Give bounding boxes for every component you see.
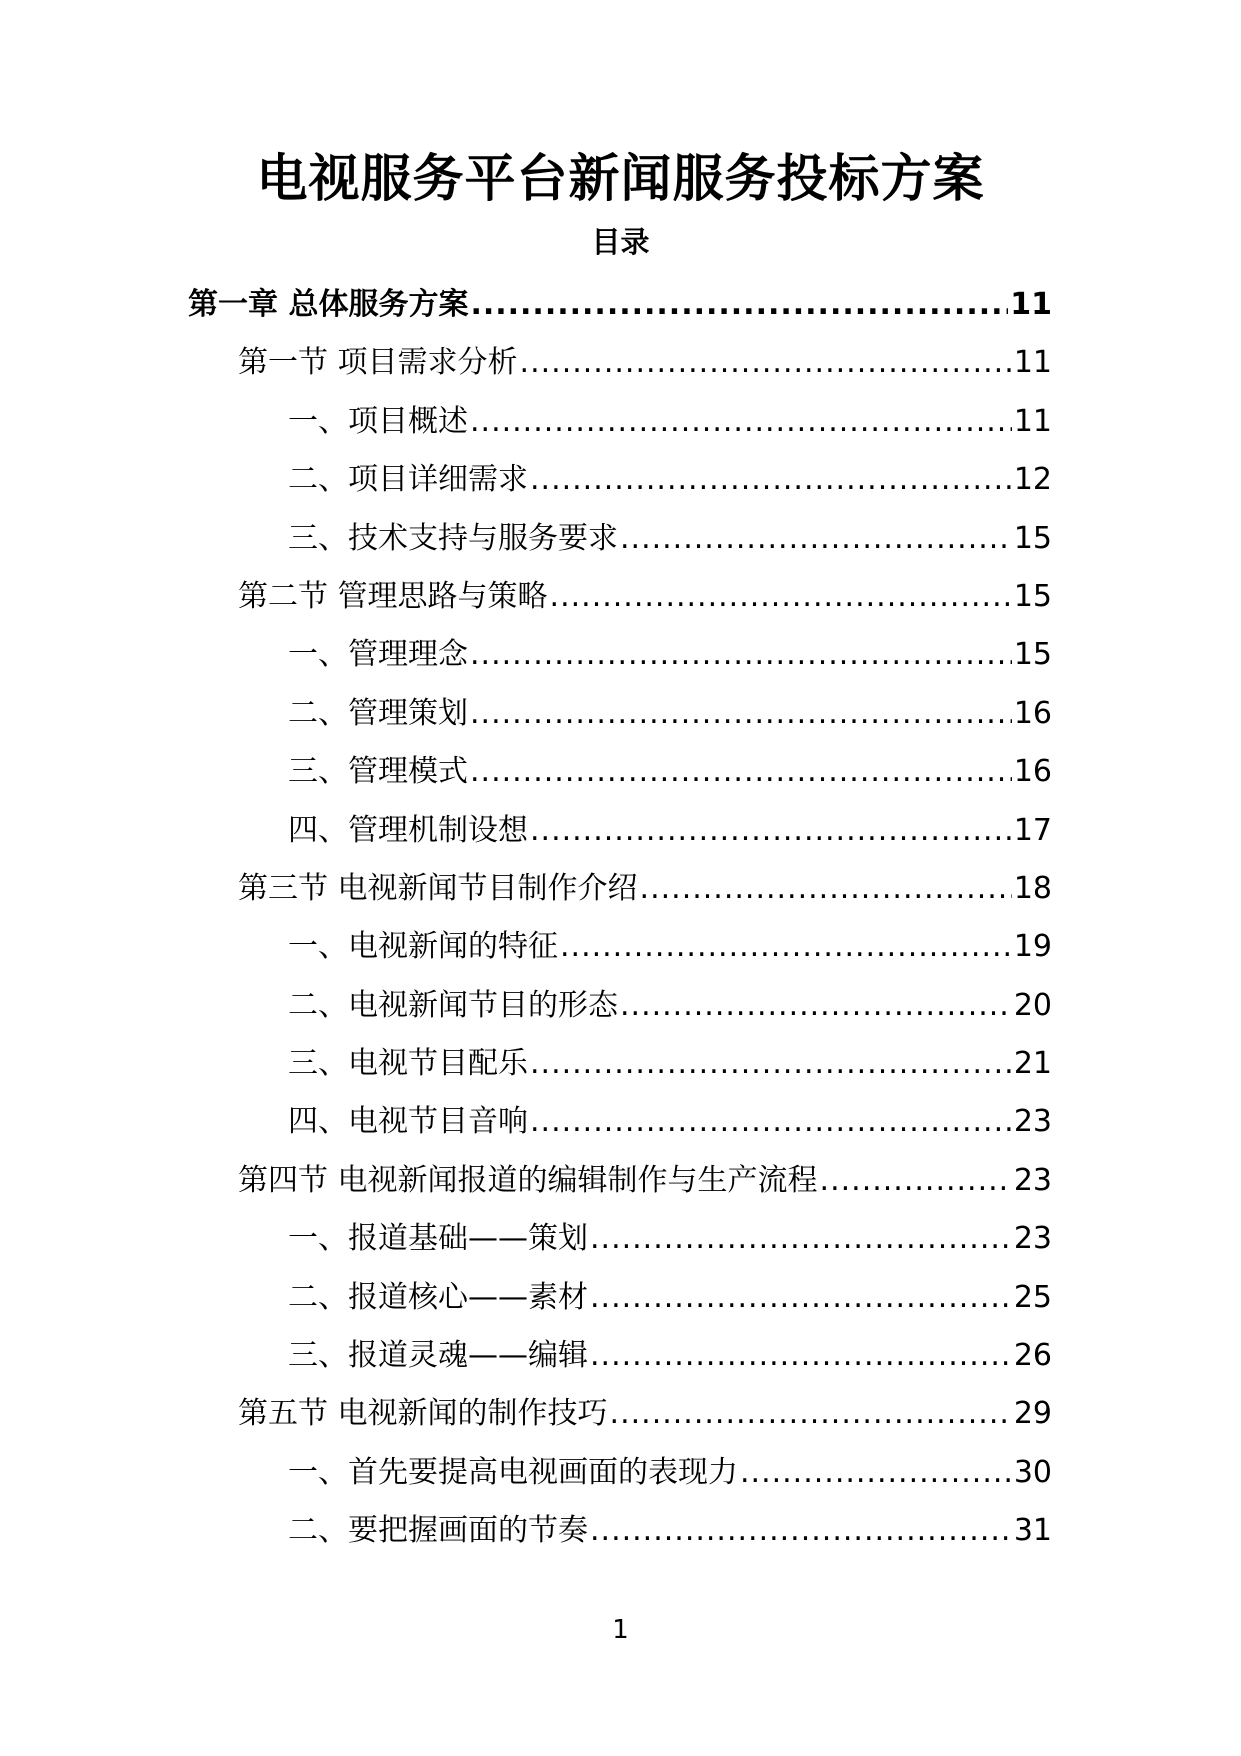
toc-entry-page: 11 <box>1013 403 1052 439</box>
toc-entry[interactable] <box>0 334 1052 392</box>
toc-entry[interactable] <box>0 1210 1052 1268</box>
dot-leader <box>560 918 1012 976</box>
toc-entry-title: 三、管理模式 <box>288 754 468 790</box>
toc-entry-page: 16 <box>1013 695 1052 731</box>
toc-entry[interactable] <box>0 1093 1052 1151</box>
toc-entry-page: 15 <box>1013 578 1052 614</box>
toc-entry-title: 二、要把握画面的节奏 <box>288 1513 588 1549</box>
toc-entry-page: 29 <box>1013 1396 1052 1432</box>
toc-entry-page: 16 <box>1013 754 1052 790</box>
toc-entry[interactable] <box>0 802 1052 860</box>
dot-leader <box>740 1444 1012 1502</box>
dot-leader <box>590 1327 1012 1385</box>
dot-leader <box>530 802 1012 860</box>
dot-leader <box>620 510 1012 568</box>
dot-leader <box>590 1269 1012 1327</box>
toc-entry-page: 12 <box>1013 462 1052 498</box>
dot-leader <box>640 860 1012 918</box>
toc-entry-page: 17 <box>1013 812 1052 848</box>
dot-leader <box>470 626 1012 684</box>
toc-entry-title: 第一章 总体服务方案 <box>188 287 469 322</box>
toc-entry[interactable] <box>0 1035 1052 1093</box>
toc-entry-title: 第三节 电视新闻节目制作介绍 <box>238 870 638 906</box>
dot-leader <box>470 393 1012 451</box>
dot-leader <box>590 1502 1012 1560</box>
dot-leader <box>470 685 1012 743</box>
toc-entry[interactable] <box>0 393 1052 451</box>
toc-entry-page: 25 <box>1013 1279 1052 1315</box>
toc-entry-page: 19 <box>1013 929 1052 965</box>
toc-entry-title: 二、报道核心——素材 <box>288 1279 588 1315</box>
toc-entry-title: 一、项目概述 <box>288 403 468 439</box>
toc-heading: 目录 <box>591 225 650 259</box>
toc-entry-page: 26 <box>1013 1338 1052 1374</box>
toc-entry[interactable] <box>0 743 1052 801</box>
toc-entry-page: 23 <box>1013 1162 1052 1198</box>
toc-entry-title: 二、项目详细需求 <box>288 462 528 498</box>
toc-entry[interactable] <box>0 568 1052 626</box>
dot-leader <box>820 1152 1012 1210</box>
toc-entry[interactable] <box>0 1385 1052 1443</box>
toc-entry-title: 二、电视新闻节目的形态 <box>288 987 618 1023</box>
toc-entry-title: 三、电视节目配乐 <box>288 1046 528 1082</box>
toc-entry[interactable] <box>0 276 1052 334</box>
toc-entry-title: 第二节 管理思路与策略 <box>238 578 548 614</box>
toc-entry[interactable] <box>0 918 1052 976</box>
toc-entry[interactable] <box>0 860 1052 918</box>
toc-entry-page: 11 <box>1010 287 1052 322</box>
toc-entry[interactable] <box>0 1152 1052 1210</box>
dot-leader <box>530 1093 1012 1151</box>
dot-leader <box>610 1385 1012 1443</box>
toc-entry[interactable] <box>0 1502 1052 1560</box>
toc-entry-page: 15 <box>1013 637 1052 673</box>
dot-leader <box>470 743 1012 801</box>
dot-leader <box>520 334 1012 392</box>
toc-entry-title: 一、电视新闻的特征 <box>288 929 558 965</box>
toc-list <box>0 276 1052 1561</box>
toc-entry-title: 一、报道基础——策划 <box>288 1221 588 1257</box>
toc-entry-title: 一、管理理念 <box>288 637 468 673</box>
toc-entry-title: 三、技术支持与服务要求 <box>288 520 618 556</box>
toc-entry[interactable] <box>0 626 1052 684</box>
toc-entry-title: 第一节 项目需求分析 <box>238 345 518 381</box>
toc-entry-title: 第四节 电视新闻报道的编辑制作与生产流程 <box>238 1162 818 1198</box>
page-number: 1 <box>612 1615 629 1645</box>
dot-leader <box>550 568 1012 626</box>
document-title: 电视服务平台新闻服务投标方案 <box>256 150 985 209</box>
toc-entry-page: 23 <box>1013 1104 1052 1140</box>
dot-leader <box>530 1035 1012 1093</box>
toc-entry-title: 二、管理策划 <box>288 695 468 731</box>
toc-entry[interactable] <box>0 1444 1052 1502</box>
toc-entry[interactable] <box>0 1269 1052 1327</box>
toc-entry-page: 21 <box>1013 1046 1052 1082</box>
toc-entry-page: 15 <box>1013 520 1052 556</box>
dot-leader <box>530 451 1012 509</box>
toc-entry-page: 18 <box>1013 870 1052 906</box>
dot-leader <box>590 1210 1012 1268</box>
dot-leader <box>470 276 1008 334</box>
toc-entry-page: 30 <box>1013 1454 1052 1490</box>
dot-leader <box>620 977 1012 1035</box>
toc-entry-title: 四、管理机制设想 <box>288 812 528 848</box>
toc-entry-title: 三、报道灵魂——编辑 <box>288 1338 588 1374</box>
toc-entry-title: 四、电视节目音响 <box>288 1104 528 1140</box>
toc-entry-title: 一、首先要提高电视画面的表现力 <box>288 1454 738 1490</box>
toc-entry-page: 11 <box>1013 345 1052 381</box>
toc-entry[interactable] <box>0 1327 1052 1385</box>
toc-entry-page: 23 <box>1013 1221 1052 1257</box>
toc-entry-page: 31 <box>1013 1513 1052 1549</box>
toc-entry[interactable] <box>0 510 1052 568</box>
toc-entry[interactable] <box>0 977 1052 1035</box>
toc-entry[interactable] <box>0 451 1052 509</box>
toc-entry-title: 第五节 电视新闻的制作技巧 <box>238 1396 608 1432</box>
toc-entry-page: 20 <box>1013 987 1052 1023</box>
toc-entry[interactable] <box>0 685 1052 743</box>
